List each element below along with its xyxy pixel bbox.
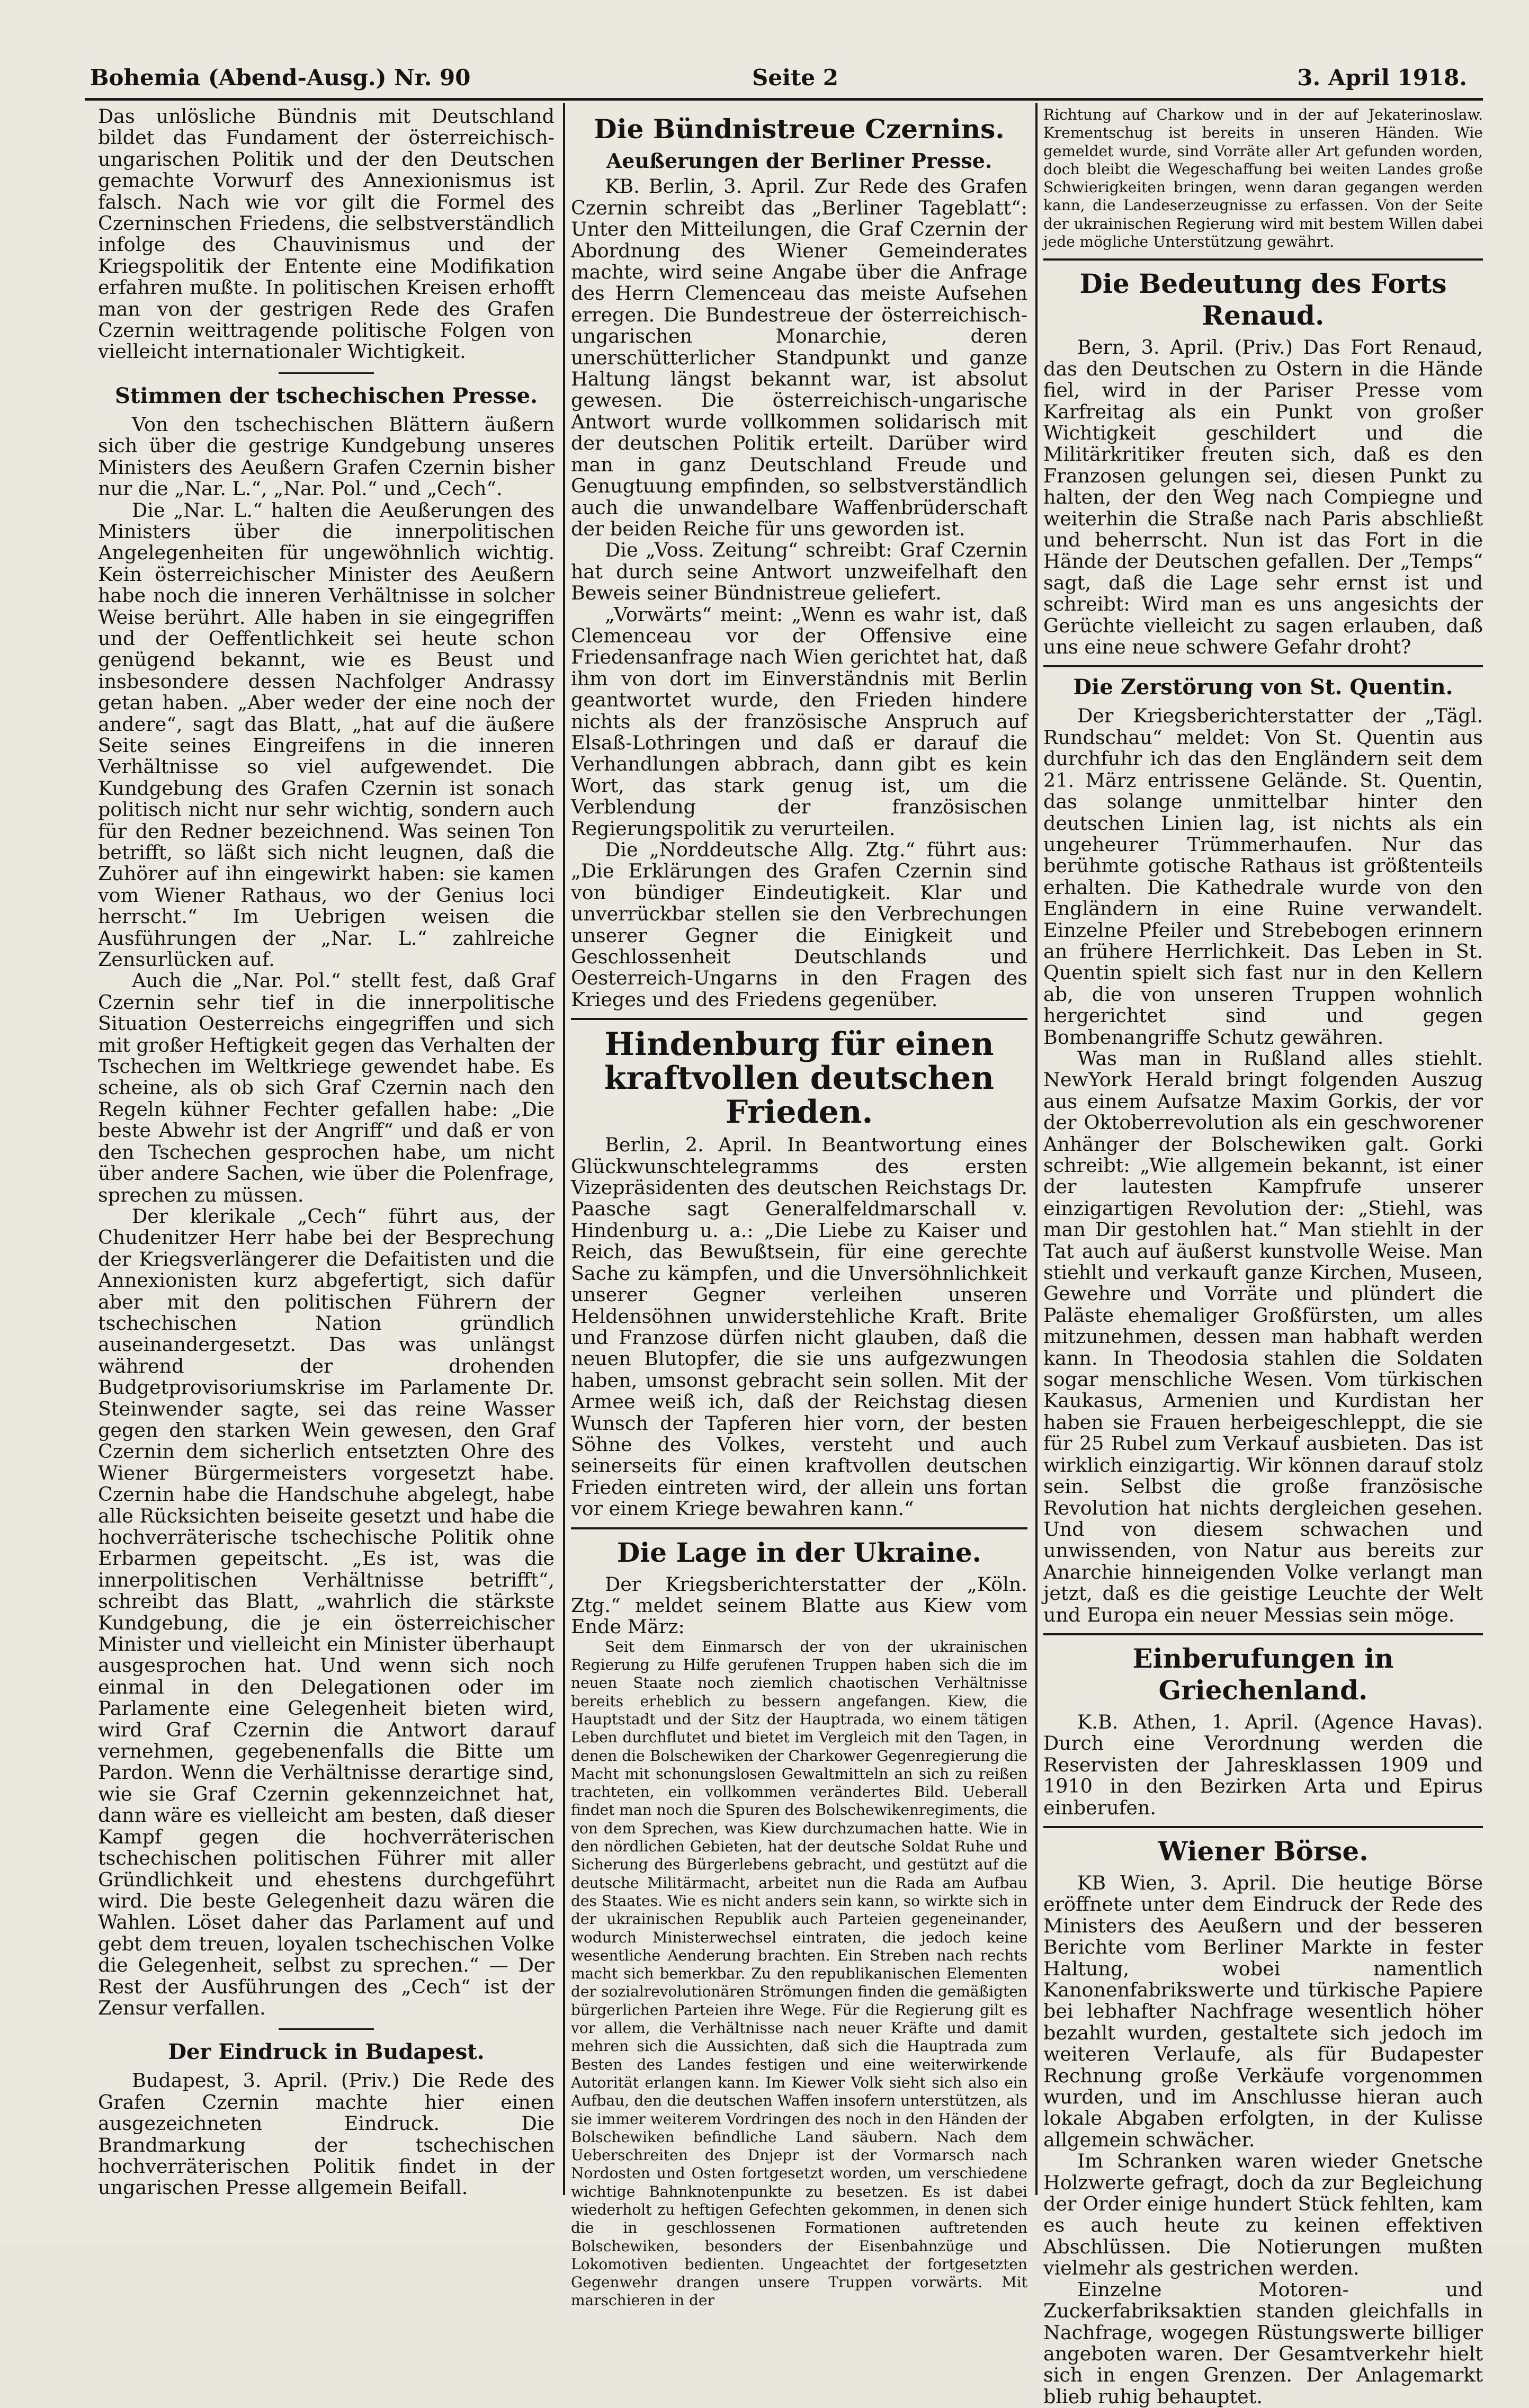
column-rule-1 [563, 103, 565, 2195]
article-text: Im Schranken waren wieder Gnetsche Holzwerte gefragt, doch da zur Begleichung der Order einige hundert Stück fehlten, kam es auch heute zu keinen effektiven Abschlüssen. Die Notierungen mußten vielmehr als gestrichen werden. [1043, 2150, 1483, 2280]
article-text: Das unlösliche Bündnis mit Deutschland bildet das Fundament der österreichisch-ungarischen Politik und der den Deutschen gemachte Vorwurf des Annexionismus ist falsch. Nach wie vor gilt die Formel des Czerninschen Friedens, die selbstverständlich infolge des Chauvinismus und der Kriegspolitik der Entente eine Modifikation erfahren mußte. In politischen Kreisen erhofft man von der gestrigen Rede des Grafen Czernin weittragende politische Folgen von vielleicht internationaler Wichtigkeit. [98, 105, 555, 363]
article-text-small: Seit dem Einmarsch der von der ukrainischen Regierung zu Hilfe gerufenen Truppen haben sich die im neuen Staate noch ziemlich chaotischen Verhältnisse bereits erheblich zu bessern angefangen. Kiew, die Hauptstadt und der Sitz der Hauptrada, wo einem tätigen Leben durchflutet und bietet im Vergleich mit den Tagen, in denen die Bolschewiken der Charkower Gegenregierung die Macht mit schonungslosen Gewaltmitteln an sich zu reißen trachteten, ein vollkommen verändertes Bild. Ueberall findet man noch die Spuren des Bolschewikenregiments, die von dem Sprechen, was Kiew durchzumachen hatte. Wie in den nördlichen Gebieten, hat der deutsche Soldat Ruhe und Sicherung des Bürgerlebens gebracht, und gestützt auf die deutsche Militärmacht, arbeitet nun die Rada am Aufbau des Staates. Wie es nicht anders sein kann, so wirkte sich in der ukrainischen Republik auch Parteien gegeneinander, wodurch Ministerwechsel eintraten, die jedoch keine wesentliche Aenderung brachten. Ein Streben nach rechts macht sich bemerkbar. Zu den republikanischen Elementen der sozialrevolutionären Strömungen finden die gemäßigten bürgerlichen Parteien ihre Wege. Für die Regierung gilt es vor allem, die Verhältnisse nach neuer Kräfte und damit mehren sich die Aussichten, daß sich die Hauptrada zum Besten des Landes festigen und eine weiterwirkende Autorität erlangen kann. Im Kiewer Volk sieht sich also ein Aufbau, den die deutschen Waffen insofern unterstützen, als sie immer weiterem Vordringen des noch in den Händen der Bolschewiken befindliche Land säubern. Nach dem Ueberschreiten des Dnjepr ist der Vormarsch nach Nordosten und Osten fortgesetzt worden, um verschiedene wichtige Bahnknotenpunkte zu besetzen. Es ist dabei wiederholt zu heftigen Gefechten gekommen, in denen sich die in geschlossenen Formationen auftretenden Bolschewiken, besonders der Eisenbahnzüge und Lokomotiven bedienten. Ungeachtet der fortgesetzten Gegenwehr drangen unsere Truppen vorwärts. Mit marschieren in der [571, 1637, 1027, 2309]
article-text: Bern, 3. April. (Priv.) Das Fort Renaud, das den Deutschen zu Ostern in die Hände fiel, wird in der Pariser Presse vom Karfreitag als ein Punkt von großer Wichtigkeit geschildert und die Militärkritiker freuten sich, daß es den Franzosen gelungen sei, diesen Punkt zu halten, der den Weg nach Compiegne und weiterhin die Straße nach Paris abschließt und beherrscht. Nun ist das Fort in die Hände der Deutschen gefallen. Der „Temps“ sagt, daß die Lage sehr ernst ist und schreibt: Wird man es uns angesichts der Gerüchte vielleicht zu sagen erlauben, daß uns eine neue schwere Gefahr droht? [1043, 336, 1483, 659]
article-text: Der Kriegsberichterstatter der „Köln. Ztg.“ meldet seinem Blatte aus Kiew vom Ende März: [571, 1572, 1027, 1639]
separator [279, 2028, 374, 2030]
separator [1043, 1633, 1483, 1635]
article-text: KB Wien, 3. April. Die heutige Börse eröffnete unter dem Eindruck der Rede des Ministers des Aeußern und der besseren Berichte vom Berliner Markte in fester Haltung, wobei namentlich Kanonenfabrikswerte und türkische Papiere bei lebhafter Nachfrage wesentlich höher bezahlt wurden, gestaltete sich jedoch im weiteren Verlaufe, als für Budapester Rechnung große Verkäufe vorgenommen wurden, und im Anschlusse hieran auch lokale Abgaben erfolgten, in der Kulisse allgemein schwächer. [1043, 1871, 1483, 2151]
article-text: „Vorwärts“ meint: „Wenn es wahr ist, daß Clemenceau vor der Offensive eine Friedensanfrage nach Wien gerichtet hat, daß ihm von dort im Einverständnis mit Berlin geantwortet wurde, den Frieden hindere nichts als der französische Anspruch auf Elsaß-Lothringen und daß er darauf die Verhandlungen abbrach, dann gibt es kein Wort, das stark genug ist, um die Verblendung der französischen Regierungspolitik zu verurteilen. [571, 603, 1027, 840]
column-rule-2 [1035, 103, 1038, 2195]
column-3 [1043, 106, 1483, 2407]
page-number: Seite 2 [752, 65, 838, 91]
article-text: Die „Voss. Zeitung“ schreibt: Graf Czernin hat durch seine Antwort unzweifelhaft den Beweis seiner Bündnistreue geliefert. [571, 539, 1027, 605]
article-heading: Einberufungen in Griechenland. [1132, 1642, 1394, 1706]
masthead-edition: Bohemia (Abend-Ausg.) Nr. 90 [90, 65, 471, 91]
issue-date: 3. April 1918. [1297, 65, 1467, 91]
column-2 [571, 106, 1027, 2310]
separator [571, 1018, 1027, 1020]
header-rule [85, 98, 1483, 101]
article-text: Was man in Rußland alles stiehlt. NewYork Herald bringt folgenden Auszug aus einem Aufsatze Maxim Gorkis, der vor der Oktoberrevolution als ein geschworener Anhänger der Bolschewiken galt. Gorki schreibt: „Wie allgemein bekannt, ist einer der lautesten Kampfrufe unserer einzigartigen Revolution der: „Stiehl, was man Dir gestohlen hat.“ Man stiehlt in der Tat auch auf äußerst kunstvolle Weise. Man stiehlt und verkauft ganze Kirchen, Museen, Gewehre und Vorräte und plündert die Paläste ehemaliger Großfürsten, um alles mitzunehmen, dessen man habhaft werden kann. In Theodosia stahlen die Soldaten sogar menschliche Wesen. Vom türkischen Kaukasus, Armenien und Kurdistan her haben sie Frauen herbeigeschleppt, die sie für 25 Rubel zum Verkauf ausbieten. Das ist wirklich einzigartig. Wir können darauf stolz sein. Selbst die große französische Revolution hat nichts dergleichen gesehen. Und von diesem schwachen und unwissenden, von Natur aus bereits zur Anarchie hinneigenden Volke verlangt man jetzt, daß es die geistige Leuchte der Welt und Europa ein neuer Messias sein möge. [1043, 1046, 1483, 1626]
article-text: Budapest, 3. April. (Priv.) Die Rede des Grafen Czernin machte hier einen ausgezeichneten Eindruck. Die Brandmarkung der tschechischen hochverräterischen Politik findet in der ungarischen Presse allgemein Beifall. [98, 2069, 555, 2199]
article-heading: Die Bündnistreue Czernins. [594, 113, 1005, 145]
separator [1043, 258, 1483, 261]
article-subheading: Aeußerungen der Berliner Presse. [606, 149, 992, 173]
article-text: Die „Norddeutsche Allg. Ztg.“ führt aus: „Die Erklärungen des Grafen Czernin sind von bündiger Eindeutigkeit. Klar und unverrückbar stellen sie den Verbrechungen unserer Gegner die Einigkeit und Geschlossenheit Deutschlands und Oesterreich-Ungarns in den Fragen des Krieges und des Friedens gegenüber. [571, 838, 1027, 1011]
article-text: Berlin, 2. April. In Beantwortung eines Glückwunschtelegramms des ersten Vizepräsidenten des deutschen Reichstags Dr. Paasche sagt Generalfeldmarschall v. Hindenburg u. a.: „Die Liebe zu Kaiser und Reich, das Bewußtsein, für eine gerechte Sache zu kämpfen, und die Unversöhnlichkeit unserer Gegner verleihen unseren Heldensöhnen unwiderstehliche Kraft. Brite und Franzose dürfen nicht glauben, daß die neuen Blutopfer, die sie uns aufgezwungen haben, umsonst gebracht sein sollen. Mit der Armee weiß ich, daß der Reichstag diesen Wunsch der Tapferen hier vorn, der besten Söhne des Volkes, versteht und auch seinerseits für einen kraftvollen deutschen Frieden eintreten wird, der allein uns fortan vor einem Kriege bewahren kann.“ [571, 1133, 1027, 1520]
article-text: Der klerikale „Cech“ führt aus, der Chudenitzer Herr habe bei der Besprechung der Kriegsverlängerer die Defaitisten und die Annexionisten kurz abgefertigt, sich dafür aber mit den politischen Führern der tschechischen Nation gründlich auseinandergesetzt. Das was unlängst während der drohenden Budgetprovisoriumskrise im Parlamente Dr. Steinwender sagte, sei das reine Wasser gegen den starken Wein gewesen, den Graf Czernin dem sicherlich entsetzten Ohre des Wiener Bürgermeisters vorgesetzt habe. Czernin habe die Handschuhe abgelegt, habe alle Rücksichten beiseite gesetzt und habe die hochverräterische tschechische Politik ohne Erbarmen gepeitscht. „Es ist, was die innerpolitischen Verhältnisse betrifft“, schreibt das Blatt, „wahrlich die stärkste Kundgebung, die je ein österreichischer Minister und vielleicht ein Minister überhaupt ausgesprochen hat. Und wenn sich noch einmal in den Delegationen oder im Parlamente eine Gelegenheit bieten wird, wird Graf Czernin die Antwort darauf vernehmen, gegebenenfalls die Bitte um Pardon. Wenn die Verhältnisse derartige sind, wie sie Graf Czernin gekennzeichnet hat, dann wäre es vielleicht am besten, daß dieser Kampf gegen die hochverräterischen tschechischen politischen Führer mit aller Gründlichkeit und ehestens durchgeführt wird. Die beste Gelegenheit dazu wären die Wahlen. Löset daher das Parlament auf und gebt dem treuen, loyalen tschechischen Volke die Gelegenheit, selbst zu sprechen.“ — Der Rest der Ausführungen des „Cech“ ist der Zensur verfallen. [98, 1204, 555, 2019]
article-text: Auch die „Nar. Pol.“ stellt fest, daß Graf Czernin sehr tief in die innerpolitische Situation Oesterreichs eingegriffen und sich mit großer Heftigkeit gegen das Verhalten der Tschechen im Weltkriege gewendet habe. Es scheine, als ob sich Graf Czernin nach den Regeln kühner Fechter gefallen habe: „Die beste Abwehr ist der Angriff“ und daß er von den Tschechen gesprochen habe, um nicht über andere Sachen, wie über die Polenfrage, sprechen zu müssen. [98, 969, 555, 1206]
article-text: Die „Nar. L.“ halten die Aeußerungen des Ministers über die innerpolitischen Angelegenheiten für ungewöhnlich wichtig. Kein österreichischer Minister des Aeußern habe noch die inneren Verhältnisse in solcher Weise berührt. Alle haben in sie eingegriffen und der Oeffentlichkeit sei heute schon genügend bekannt, wie es Beust und insbesondere dessen Nachfolger Andrassy getan haben. „Aber weder der eine noch der andere“, sagt das Blatt, „hat auf die äußere Seite seines Eingreifens in die inneren Verhältnisse so viel aufgewendet. Die Kundgebung des Grafen Czernin ist sonach politisch nicht nur sehr wichtig, sondern auch für den Redner bezeichnend. Was seinen Ton betrifft, so läßt sich nicht leugnen, daß die Zuhörer auf ihn eingewirkt haben: sie kamen vom Wiener Rathaus, wo der Genius loci herrscht.“ Im Uebrigen weisen die Ausführungen der „Nar. L.“ zahlreiche Zensurlücken auf. [98, 498, 555, 971]
article-heading: Der Eindruck in Budapest. [168, 2039, 485, 2065]
separator [571, 1527, 1027, 1529]
article-heading: Hindenburg für einen kraftvollen deutschen Frieden. [604, 1026, 994, 1131]
article-text: Von den tschechischen Blättern äußern sich über die gestrige Kundgebung unseres Ministers des Aeußern Grafen Czernin bisher nur die „Nar. L.“, „Nar. Pol.“ und „Cech“. [98, 413, 555, 500]
column-1 [98, 106, 555, 2199]
article-heading: Wiener Börse. [1158, 1835, 1369, 1867]
article-heading: Die Zerstörung von St. Quentin. [1073, 675, 1453, 700]
separator [1043, 665, 1483, 667]
article-text-small: Richtung auf Charkow und in der auf Jekaterinoslaw. Krementschug ist bereits in unseren Händen. Wie gemeldet wurde, sind Vorräte aller Art gefunden worden, doch bleibt die Wegeschaffung bei weiten Landes große Schwierigkeiten bringen, wenn daran gegangen werden kann, die Landeserzeugnisse zu erfassen. Von der Seite der ukrainischen Regierung wird mit bestem Willen dabei jede mögliche Unterstützung gewährt. [1043, 106, 1483, 251]
separator [279, 372, 374, 374]
article-text: Einzelne Motoren- und Zuckerfabriksaktien standen gleichfalls in Nachfrage, wogegen Rüstungswerte billiger angeboten waren. Der Gesamtverkehr hielt sich in engen Grenzen. Der Anlagemarkt blieb ruhig behauptet. [1043, 2278, 1483, 2408]
article-text: KB. Berlin, 3. April. Zur Rede des Grafen Czernin schreibt das „Berliner Tageblatt“: Unter den Mitteilungen, die Graf Czernin der Abordnung des Wiener Gemeinderates machte, wird seine Angabe über die Anfrage des Herrn Clemenceau das meiste Aufsehen erregen. Die Bundestreue der österreichisch-ungarischen Monarchie, deren unerschütterlicher Standpunkt und ganze Haltung längst bekannt war, ist absolut gewesen. Die österreichisch-ungarische Antwort wurde vollkommen solidarisch mit der deutschen Politik erteilt. Darüber wird man in ganz Deutschland Freude und Genugtuung empfinden, so selbstverständlich auch die unwandelbare Waffenbrüderschaft der beiden Reiche für uns geworden ist. [571, 175, 1027, 540]
separator [1043, 1826, 1483, 1828]
article-heading: Die Lage in der Ukraine. [616, 1536, 982, 1568]
article-text: Der Kriegsberichterstatter der „Tägl. Rundschau“ meldet: Von St. Quentin aus durchfuhr ich das den Engländern seit dem 21. März entrissene Gelände. St. Quentin, das solange unmittelbar hinter den deutschen Linien lag, ist nichts als ein ungeheurer Trümmerhaufen. Nur das berühmte gotische Rathaus ist größtenteils erhalten. Die Kathedrale wurde von den Engländern in eine Ruine verwandelt. Einzelne Pfeiler und Strebebogen erinnern an frühere Herrlichkeit. Das Leben in St. Quentin spielt sich fast nur in den Kellern ab, die von unseren Truppen wohnlich hergerichtet sind und gegen Bombenangriffe Schutz gewähren. [1043, 704, 1483, 1049]
article-text: K.B. Athen, 1. April. (Agence Havas). Durch eine Verordnung werden die Reservisten der Jahresklassen 1909 und 1910 in den Bezirken Arta und Epirus einberufen. [1043, 1710, 1483, 1819]
article-heading: Stimmen der tschechischen Presse. [114, 383, 538, 408]
article-heading: Die Bedeutung des Forts Renaud. [1079, 268, 1447, 332]
